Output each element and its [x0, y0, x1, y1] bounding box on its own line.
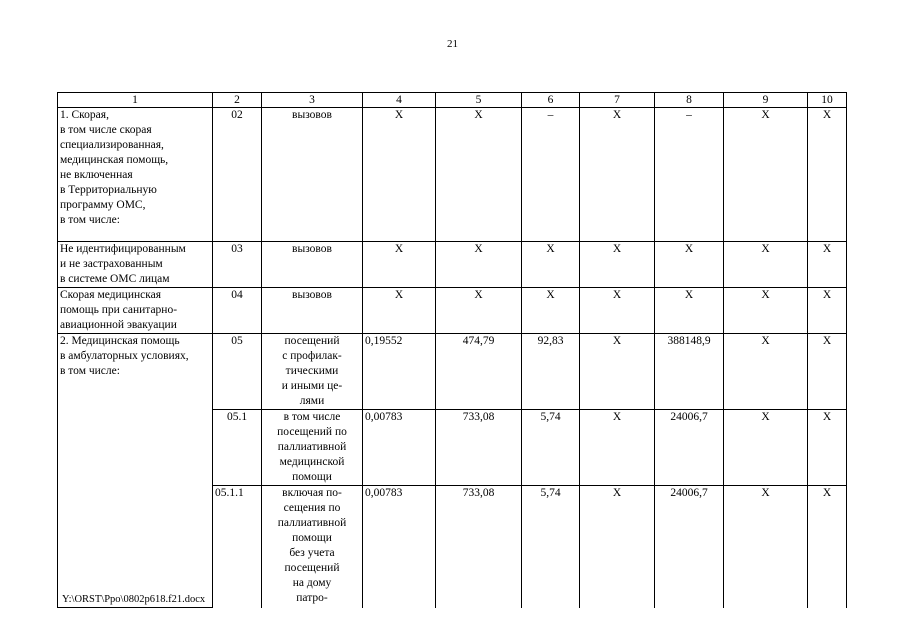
table-row — [58, 108, 847, 242]
row-value: 388148,9 — [655, 334, 724, 410]
row-code: 02 — [213, 108, 262, 242]
row-value: 0,19552 — [363, 334, 436, 410]
row-code: 05.1.1 — [213, 486, 262, 608]
column-header: 6 — [522, 93, 580, 108]
footer-file-path: Y:\ORST\Ppo\0802p618.f21.docx — [62, 594, 206, 605]
row-value: Х — [436, 242, 522, 288]
row-value: – — [655, 108, 724, 242]
table-row — [58, 242, 847, 288]
row-value: Х — [724, 108, 808, 242]
column-header: 1 — [58, 93, 213, 108]
row-value: Х — [808, 288, 847, 334]
row-value: Х — [580, 242, 655, 288]
row-name: 1. Скорая, в том числе скорая специализированная, медицинская помощь, не включенная в Территориальную программу ОМС, в том числе: — [58, 108, 213, 242]
row-value: Х — [724, 486, 808, 608]
row-value: Х — [724, 288, 808, 334]
row-value: 24006,7 — [655, 410, 724, 486]
row-value: Х — [655, 242, 724, 288]
row-value: 5,74 — [522, 410, 580, 486]
row-value: Х — [580, 486, 655, 608]
row-name: Не идентифицированным и не застрахованным в системе ОМС лицам — [58, 242, 213, 288]
row-unit: в том числе посещений по паллиативной медицинской помощи — [262, 410, 363, 486]
row-code: 05 — [213, 334, 262, 410]
row-unit: вызовов — [262, 108, 363, 242]
row-value: Х — [580, 288, 655, 334]
row-value: 24006,7 — [655, 486, 724, 608]
row-value: Х — [522, 242, 580, 288]
row-value: 0,00783 — [363, 486, 436, 608]
row-value: Х — [808, 486, 847, 608]
page-number: 21 — [447, 38, 458, 50]
row-unit: посещений с профилак- тическими и иными це- лями — [262, 334, 363, 410]
column-header: 10 — [808, 93, 847, 108]
row-value: Х — [363, 288, 436, 334]
row-value: Х — [580, 410, 655, 486]
row-value: 0,00783 — [363, 410, 436, 486]
row-value: 5,74 — [522, 486, 580, 608]
row-value: 474,79 — [436, 334, 522, 410]
column-header: 2 — [213, 93, 262, 108]
row-unit: вызовов — [262, 288, 363, 334]
row-code: 05.1 — [213, 410, 262, 486]
data-table — [57, 92, 847, 608]
row-value: – — [522, 108, 580, 242]
row-value: Х — [655, 288, 724, 334]
row-value: Х — [724, 334, 808, 410]
row-value: Х — [580, 334, 655, 410]
row-value: 733,08 — [436, 410, 522, 486]
table-row — [58, 334, 847, 410]
row-value: Х — [808, 108, 847, 242]
row-unit: вызовов — [262, 242, 363, 288]
column-header: 5 — [436, 93, 522, 108]
row-code: 04 — [213, 288, 262, 334]
row-value: 92,83 — [522, 334, 580, 410]
row-value: Х — [808, 334, 847, 410]
row-name: Скорая медицинская помощь при санитарно- авиационной эвакуации — [58, 288, 213, 334]
row-value: Х — [436, 108, 522, 242]
row-code: 03 — [213, 242, 262, 288]
row-value: Х — [363, 108, 436, 242]
column-header: 3 — [262, 93, 363, 108]
column-header: 4 — [363, 93, 436, 108]
column-header: 7 — [580, 93, 655, 108]
row-value: Х — [436, 288, 522, 334]
row-value: Х — [724, 242, 808, 288]
table-row — [58, 288, 847, 334]
header-row — [58, 93, 847, 108]
row-value: Х — [363, 242, 436, 288]
row-value: Х — [808, 242, 847, 288]
column-header: 9 — [724, 93, 808, 108]
row-value: 733,08 — [436, 486, 522, 608]
row-unit: включая по- сещения по паллиативной помощи без учета посещений на дому патро- — [262, 486, 363, 608]
column-header: 8 — [655, 93, 724, 108]
row-value: Х — [522, 288, 580, 334]
row-value: Х — [808, 410, 847, 486]
row-value: Х — [724, 410, 808, 486]
row-value: Х — [580, 108, 655, 242]
row-name: 2. Медицинская помощь в амбулаторных условиях, в том числе: — [58, 334, 213, 608]
